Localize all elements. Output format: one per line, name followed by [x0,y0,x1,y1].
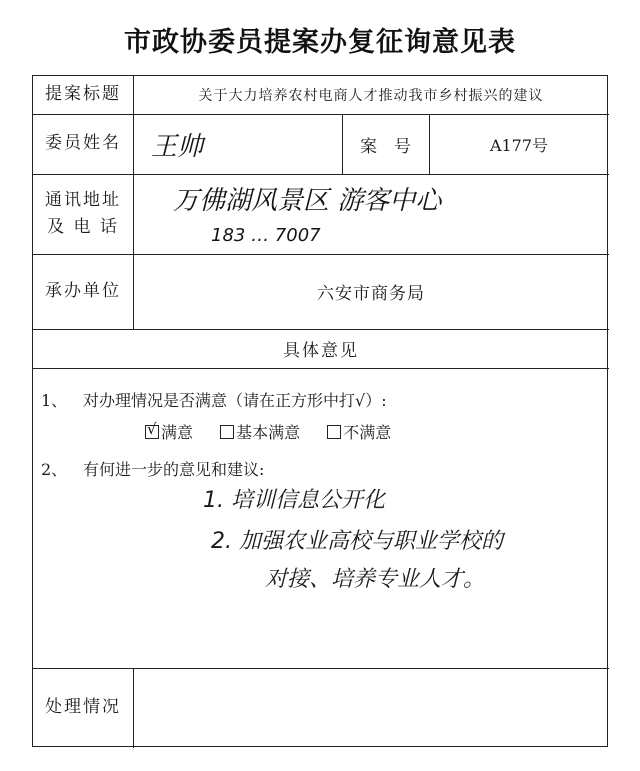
proposal-title-value: 关于大力培养农村电商人才推动我市乡村振兴的建议 [198,88,544,104]
question-2-number: 2、 [41,460,68,479]
opinion-section-header: 具体意见 [283,341,359,361]
option-satisfied[interactable] [145,420,198,442]
suggestion-1: 1. 培训信息公开化 [203,488,385,513]
satisfaction-options [145,420,391,443]
option-unsatisfied[interactable] [327,423,391,442]
checkbox-basic[interactable] [220,425,234,439]
question-2-text: 有何进一步的意见和建议: [83,460,265,479]
option-satisfied-label: 满意 [161,423,194,442]
address-phone-label [33,174,133,254]
address-value: 万佛湖风景区 游客中心 [173,185,442,216]
checkbox-unsatisfied[interactable] [327,425,341,439]
opinion-form-table [32,75,608,747]
suggestion-2-line1: 2. 加强农业高校与职业学校的 [211,529,503,554]
case-number-label: 案 号 [360,136,411,157]
handling-unit-label: 承办单位 [45,280,121,301]
phone-value: 183 … 7007 [211,224,321,246]
case-number-value: A177号 [489,135,549,155]
member-signature: 王帅 [151,131,204,162]
row-divider [33,368,609,369]
member-name-label: 委员姓名 [45,133,121,154]
handling-unit-value: 六安市商务局 [317,284,425,304]
address-label-line2: 及 电 话 [47,217,119,237]
checkbox-satisfied[interactable] [145,420,159,439]
handling-status-label: 处理情况 [45,697,121,718]
address-label-line1: 通讯地址 [45,189,121,210]
form-title: 市政协委员提案办复征询意见表 [124,27,516,58]
question-1-text: 对办理情况是否满意（请在正方形中打√）: [83,391,387,410]
proposal-title-label: 提案标题 [45,84,121,105]
question-1-number: 1、 [41,391,68,410]
option-basic[interactable] [220,423,305,442]
handling-status-value[interactable] [133,668,609,748]
suggestion-2-line2: 对接、培养专业人才。 [265,567,486,592]
check-mark-icon: √ [147,420,157,438]
option-unsatisfied-label: 不满意 [343,423,392,442]
option-basic-label: 基本满意 [236,423,301,442]
